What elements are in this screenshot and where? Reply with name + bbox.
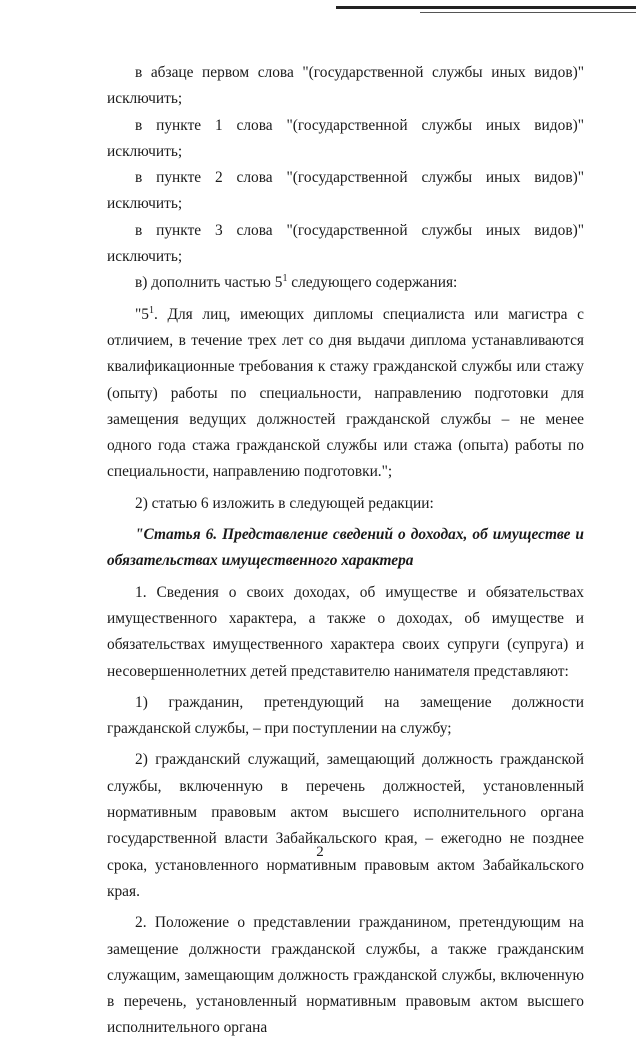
paragraph-clause-2: 2. Положение о представлении гражданином, претендующим на замещение должности гражданской службы, а также гражданским служащим, замещающим должность гражданской службы, включенную в перечень, установленный нормативным правовым актом высшего исполнительного органа [107, 914, 584, 1037]
paragraph-add-part [107, 270, 584, 296]
paragraph-subclause-2: 2) гражданский служащий, замещающий должность гражданской службы, включенную в перечень должностей, установленный нормативным правовым актом высшего исполнительного органа государственной власти Забайкальского края, – ежегодно не позднее срока, установленного нормативным правовым актом Забайкальского края. [107, 751, 584, 900]
document-body [107, 60, 584, 1042]
article-6-heading: "Статья 6. Представление сведений о доходах, об имуществе и обязательствах имущественного характера [107, 526, 584, 570]
text: в) дополнить частью 5 [135, 274, 283, 292]
paragraph-amend-item-2: в пункте 2 слова "(государственной службы иных видов)" исключить; [107, 169, 584, 213]
paragraph-amend-first: в абзаце первом слова "(государственной службы иных видов)" исключить; [107, 64, 584, 108]
paragraph-subclause-1: 1) гражданин, претендующий на замещение должности гражданской службы, – при поступлении на службу; [107, 693, 584, 738]
superscript: 1 [148, 304, 154, 316]
superscript: 1 [282, 273, 288, 285]
header-rule-thin [420, 12, 636, 13]
paragraph-clause-1: 1. Сведения о своих доходах, об имуществе и обязательствах имущественного характера, а также о доходах, об имуществе и обязательствах имущественного характера своих супруги (супруга) и несовершеннолетних детей представителю нанимателя представляют: [107, 583, 584, 680]
header-rule-thick [336, 6, 636, 9]
text: . Для лиц, имеющих дипломы специалиста или магистра с отличием, в течение трех лет со дня выдачи диплома устанавливаются квалификационные требования к стажу гражданской службы или стажу (опыту) работы по специальности, направлению подготовки для замещения ведущих должностей гражданской службы – не менее одного года стажа гражданской службы или стажа (опыта) работы по специальности, направлению подготовки."; [107, 305, 584, 481]
text: следующего содержания: [287, 274, 458, 292]
paragraph-amend-item-1: в пункте 1 слова "(государственной службы иных видов)" исключить; [107, 116, 584, 160]
text: "5 [135, 305, 149, 323]
page-number: 2 [316, 844, 324, 860]
paragraph-part-5-1 [107, 302, 584, 486]
paragraph-amend-item-3: в пункте 3 слова "(государственной службы иных видов)" исключить; [107, 221, 584, 266]
paragraph-article-6-intro: 2) статью 6 изложить в следующей редакции: [135, 494, 434, 512]
